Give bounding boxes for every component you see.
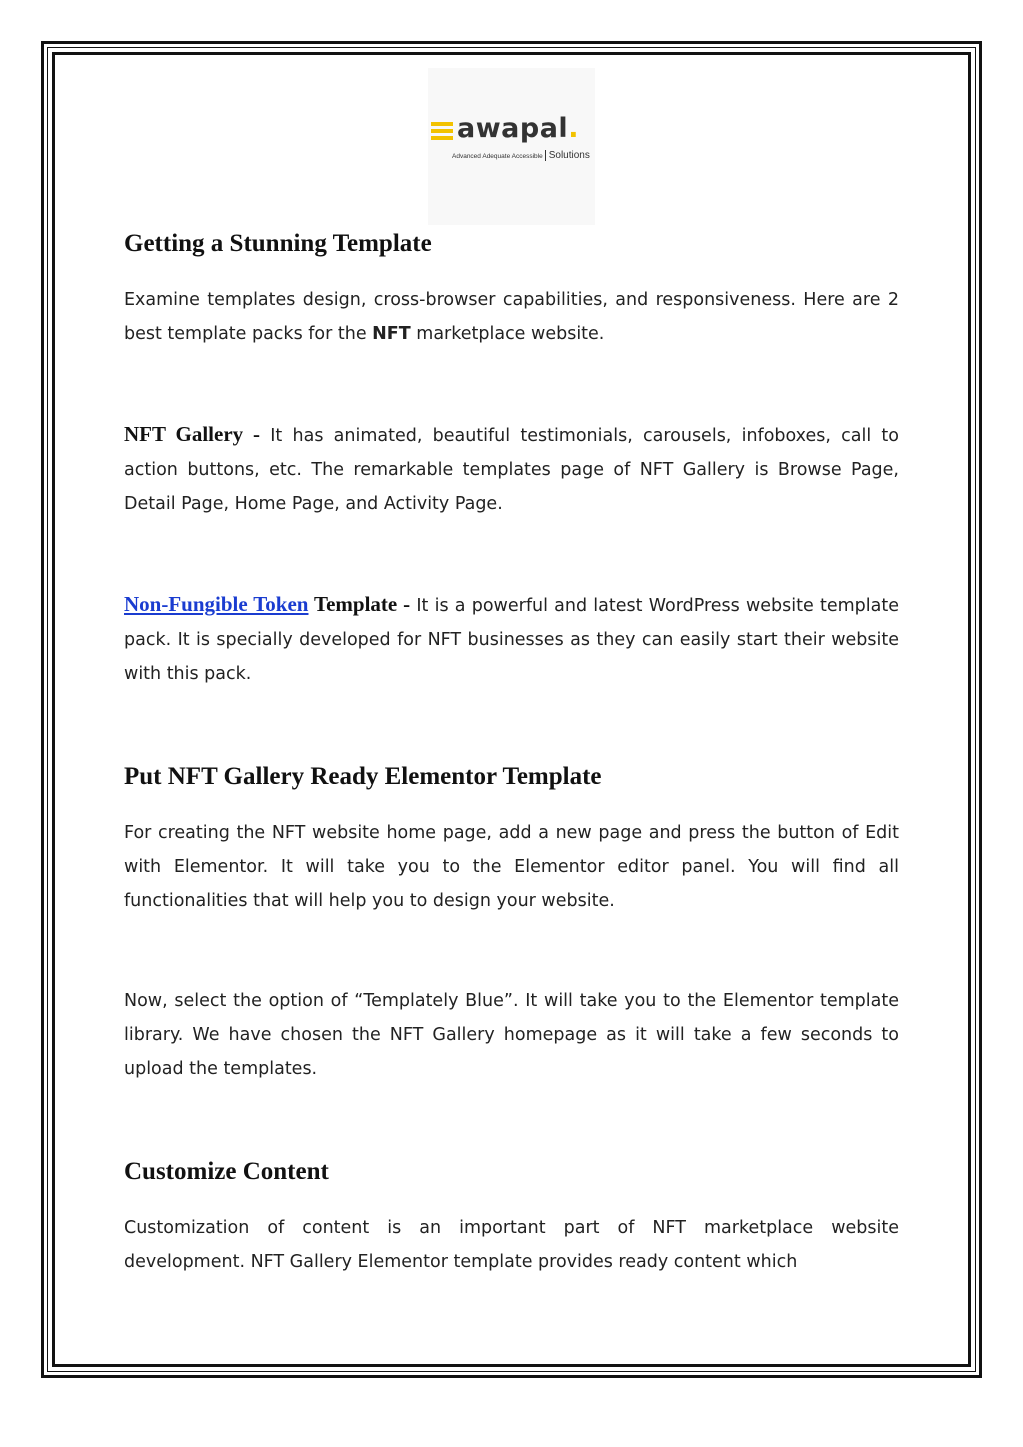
elementor-paragraph: For creating the NFT website home page, add a new page and press the button of Edit with Elementor. It will take you to the Elementor editor panel. You will find all functionalities that will help you to design your website. — [124, 823, 899, 911]
company-logo — [428, 68, 595, 225]
logo-wordmark: awapal. — [457, 113, 579, 144]
template-title: Template - — [308, 592, 411, 616]
nft-gallery-paragraph: NFT Gallery - It has animated, beautiful testimonials, carousels, infoboxes, call to action buttons, etc. The remarkable templates page of NFT Gallery is Browse Page, Detail Page, Home Page, and Activity Page. — [124, 422, 899, 514]
document-body — [124, 222, 899, 1279]
non-fungible-token-link[interactable]: Non-Fungible Token — [124, 592, 309, 616]
logo-stripes-icon — [431, 122, 453, 143]
customization-paragraph: Customization of content is an important part of NFT marketplace website development. NFT Gallery Elementor template provides ready content which — [124, 1218, 899, 1272]
nft-bold: NFT — [372, 324, 411, 344]
logo-solutions: Solutions — [545, 150, 590, 161]
templately-paragraph: Now, select the option of “Templately Blue”. It will take you to the Elementor template library. We have chosen the NFT Gallery homepage as it will take a few seconds to upload the templates. — [124, 991, 899, 1079]
non-fungible-token-paragraph: Non-Fungible Token Template - It is a powerful and latest WordPress website template pack. It is specially developed for NFT businesses as they can easily start their website with this pack. — [124, 592, 899, 684]
logo-tagline: Advanced Adequate Accessible Solutions — [452, 150, 590, 161]
heading-put-nft-gallery: Put NFT Gallery Ready Elementor Template — [124, 763, 602, 790]
nft-gallery-title: NFT Gallery - — [124, 422, 261, 446]
heading-customize-content: Customize Content — [124, 1158, 329, 1185]
intro-paragraph: Examine templates design, cross-browser capabilities, and responsiveness. Here are 2 best template packs for the NFT marketplace website. — [124, 290, 899, 344]
heading-getting-stunning-template: Getting a Stunning Template — [124, 230, 432, 257]
